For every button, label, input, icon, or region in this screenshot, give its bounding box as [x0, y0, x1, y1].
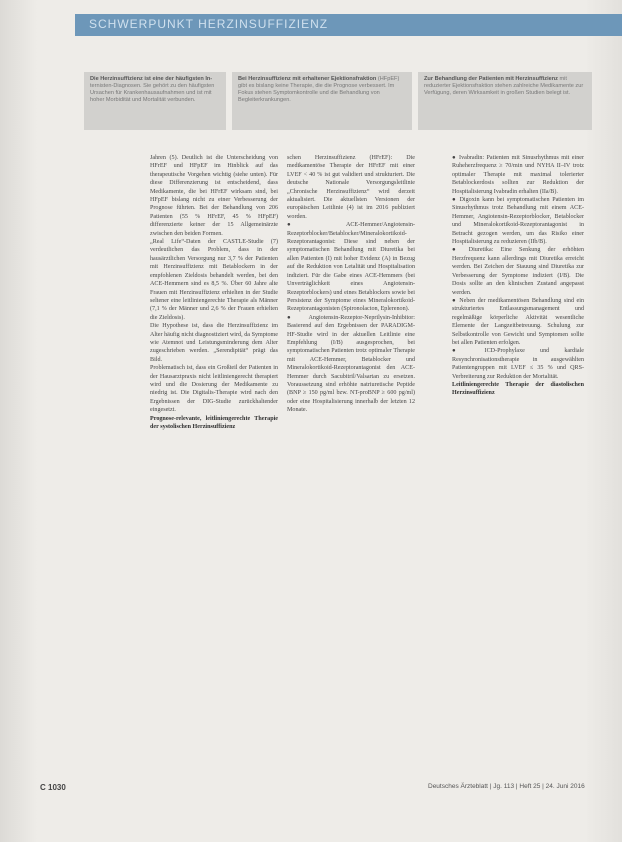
article-column-2: [287, 154, 415, 750]
paragraph: Die Hypothese ist, dass die Herzinsuffizienz im Alter häufig nicht diagnostiziert wird, da Symptome wie Atemnot und Leistungsminderung dem Alter zugeschrieben werden. „Serendipität“ prägt das Bild.: [150, 323, 278, 363]
paragraph: ● ICD-Prophylaxe und kardiale Resynchronisationstherapie in ausgewählten Patientengruppen mit LVEF ≤ 35 % und QRS-Verbreiterung zur Reduktion der Mortalität.: [452, 348, 584, 380]
paragraph: ● Digoxin kann bei symptomatischen Patienten im Sinusrhythmus trotz Behandlung mit einem ACE-Hemmer, Angiotensin-Rezeptorblocker, Betablocker und Mineralokortikoid-Rezeptorantagonist in Betracht gezogen werden, um das Risiko einer Hospitalisierung zu reduzieren (IIb/B).: [452, 197, 584, 246]
subheading-text: Leitliniengerechte Therapie der diastolischen Herzinsuffizienz: [452, 381, 584, 397]
journal-citation: Deutsches Ärzteblatt | Jg. 113 | Heft 25 | 24. Juni 2016: [428, 783, 585, 790]
paragraph: ● Diuretika: Eine Senkung der erhöhten Herzfrequenz kann allerdings mit Diuretika erreicht werden. Bei Zeichen der Stauung sind Diuretika zur Verbesserung der Symptome indiziert (I/B). Die Dosis sollte an den klinischen Zustand angepasst werden.: [452, 247, 584, 296]
paragraph: schen Herzinsuffizienz (HFrEF): Die medikamentöse Therapie der HFrEF mit einer LVEF < 40 % ist gut validiert und strukturiert. Die deutsche Nationale Versorgungsleitlinie „Chronische Herzinsuffizienz“ wird derzeit aktualisiert. Die aktuellsten Versionen der europäischen Leitlinie (4) ist im 2016 publiziert worden.: [287, 155, 415, 220]
infobox-2: [232, 72, 412, 130]
page-number: C 1030: [40, 783, 66, 792]
infobox-lead: Die Herzinsuffizienz ist eine der häufigsten In-: [90, 76, 213, 82]
article-column-1: [150, 154, 278, 750]
infobox-lead: Bei Herzinsuffizienz mit erhaltener Ejektionsfraktion: [238, 76, 377, 82]
section-banner: [75, 14, 622, 36]
infobox-text: (HFpEF) gibt es bislang keine Therapie, die die Prognose verbessert. Im Fokus stehen Symptomkontrolle und die Behandlung von Begleiterkrankungen.: [238, 76, 400, 103]
section-title: SCHWERPUNKT HERZINSUFFIZIENZ: [89, 17, 329, 31]
infobox-text: ternisten-Diagnosen. Sie gehört zu den häufigsten Ursachen für Krankenhausaufnahmen und ist mit hoher Morbidität und Mortalität verbunden.: [90, 83, 215, 103]
infobox-3: [418, 72, 592, 130]
article-column-3: [452, 154, 584, 750]
subheading: [150, 415, 278, 432]
infobox-1: [84, 72, 226, 130]
paragraph: „Real Life“-Daten der CASTLE-Studie (7) verdeutlichen das Problem, dass in der hausärztlichen Versorgung nur 3,7 % der Patienten mit Herzinsuffizienz mit Betablockern in der empfohlenen Zieldosis behandelt werden, bei den ACE-Hemmern sind es 8,5 %. Über 60 Jahre alte Frauen mit Herzinsuffizienz erhielten in der Studie seltener eine leitliniengerechte Therapie als Männer (7,1 % der Männer und 2,6 % der Frauen erhielten die Zieldosis).: [150, 239, 278, 321]
paragraph: ● Ivabradin: Patienten mit Sinusrhythmus mit einer Ruheherzfrequenz ≥ 70/min und NYHA II–IV trotz optimaler Therapie mit maximal tolerierter Betablockerdosis sollten zur Reduktion der Hospitalisierung Ivabradin erhalten (IIa/B).: [452, 155, 584, 195]
infobox-lead: Zur Behandlung der Patienten mit Herzinsuffizienz: [424, 76, 558, 82]
paragraph: ● Neben der medikamentösen Behandlung sind ein strukturiertes Entlassungsmanagement und regelmäßige körperliche Aktivität wesentliche Elemente der Langzeitbetreuung. Schulung zur Selbstkontrolle von Gewicht und Symptomen sollte bei allen Patienten erfolgen.: [452, 297, 584, 346]
subheading: [452, 381, 584, 398]
infobox-text: mit reduzierter Ejektionsfraktion stehen zahlreiche Medikamente zur Verfügung, deren Wirksamkeit in großen Studien belegt ist.: [424, 76, 584, 96]
paragraph: Problematisch ist, dass ein Großteil der Patienten in der Hausarztpraxis nicht leitliniengerecht therapiert wird und die Dosierung der Medikamente zu niedrig ist. Die Digitalis-Therapie wird nach den Ergebnissen der DIG-Studie zurückhaltender eingesetzt.: [150, 365, 278, 414]
subheading-text: Prognose-relevante, leitliniengerechte Therapie der systolischen Herzinsuffizienz: [150, 415, 278, 430]
paragraph: ● ACE-Hemmer/Angiotensin-Rezeptorblocker/Betablocker/Mineralokortikoid-Rezeptorantagonist: Diese sind neben der symptomatischen Behandlung mit Diuretika bei allen Patienten (I) mit hoher Evidenz (A) in Bezug auf die Reduktion von Letalität und Hospitalisation indiziert. Für die Gabe eines ACE-Hemmers (bei Unverträglichkeit eines Angiotensin-Rezeptorblockers) und eines Betablockers sowie bei Persistenz der Symptome eines Mineralokortikoid-Rezeptorantagonisten (Spironolacton, Eplerenon).: [287, 222, 415, 313]
paragraph: ● Angiotensin-Rezeptor-Neprilysin-Inhibitor: Basierend auf den Ergebnissen der PARADIGM-HF-Studie wird in der aktuellen Leitlinie eine Empfehlung (I/B) ausgesprochen, bei symptomatischen Patienten trotz optimaler Therapie mit ACE-Hemmer, Betablocker und Mineralokortikoid-Rezeptorantagonist den ACE-Hemmer durch Sacubitril/Valsartan zu ersetzen. Voraussetzung sind erhöhte natriuretische Peptide (BNP ≥ 150 pg/ml bzw. NT-proBNP ≥ 600 pg/ml) oder eine Hospitalisierung innerhalb der letzten 12 Monate.: [287, 314, 415, 414]
paragraph: Jahren (5). Deutlich ist die Unterscheidung von HFrEF und HFpEF im Hinblick auf das therapeutische Vorgehen wichtig (siehe unten). Für diese Differenzierung ist entscheidend, dass Medikamente, die bei HFrEF wirksam sind, bei HFpEF bislang nicht zu einer Verbesserung der Prognose führten. Bei der Behandlung von 206 Patienten (55 % HFrEF, 45 % HFpEF) differenzierte keiner der 15 Allgemeinärzte zwischen den beiden Formen.: [150, 155, 278, 237]
